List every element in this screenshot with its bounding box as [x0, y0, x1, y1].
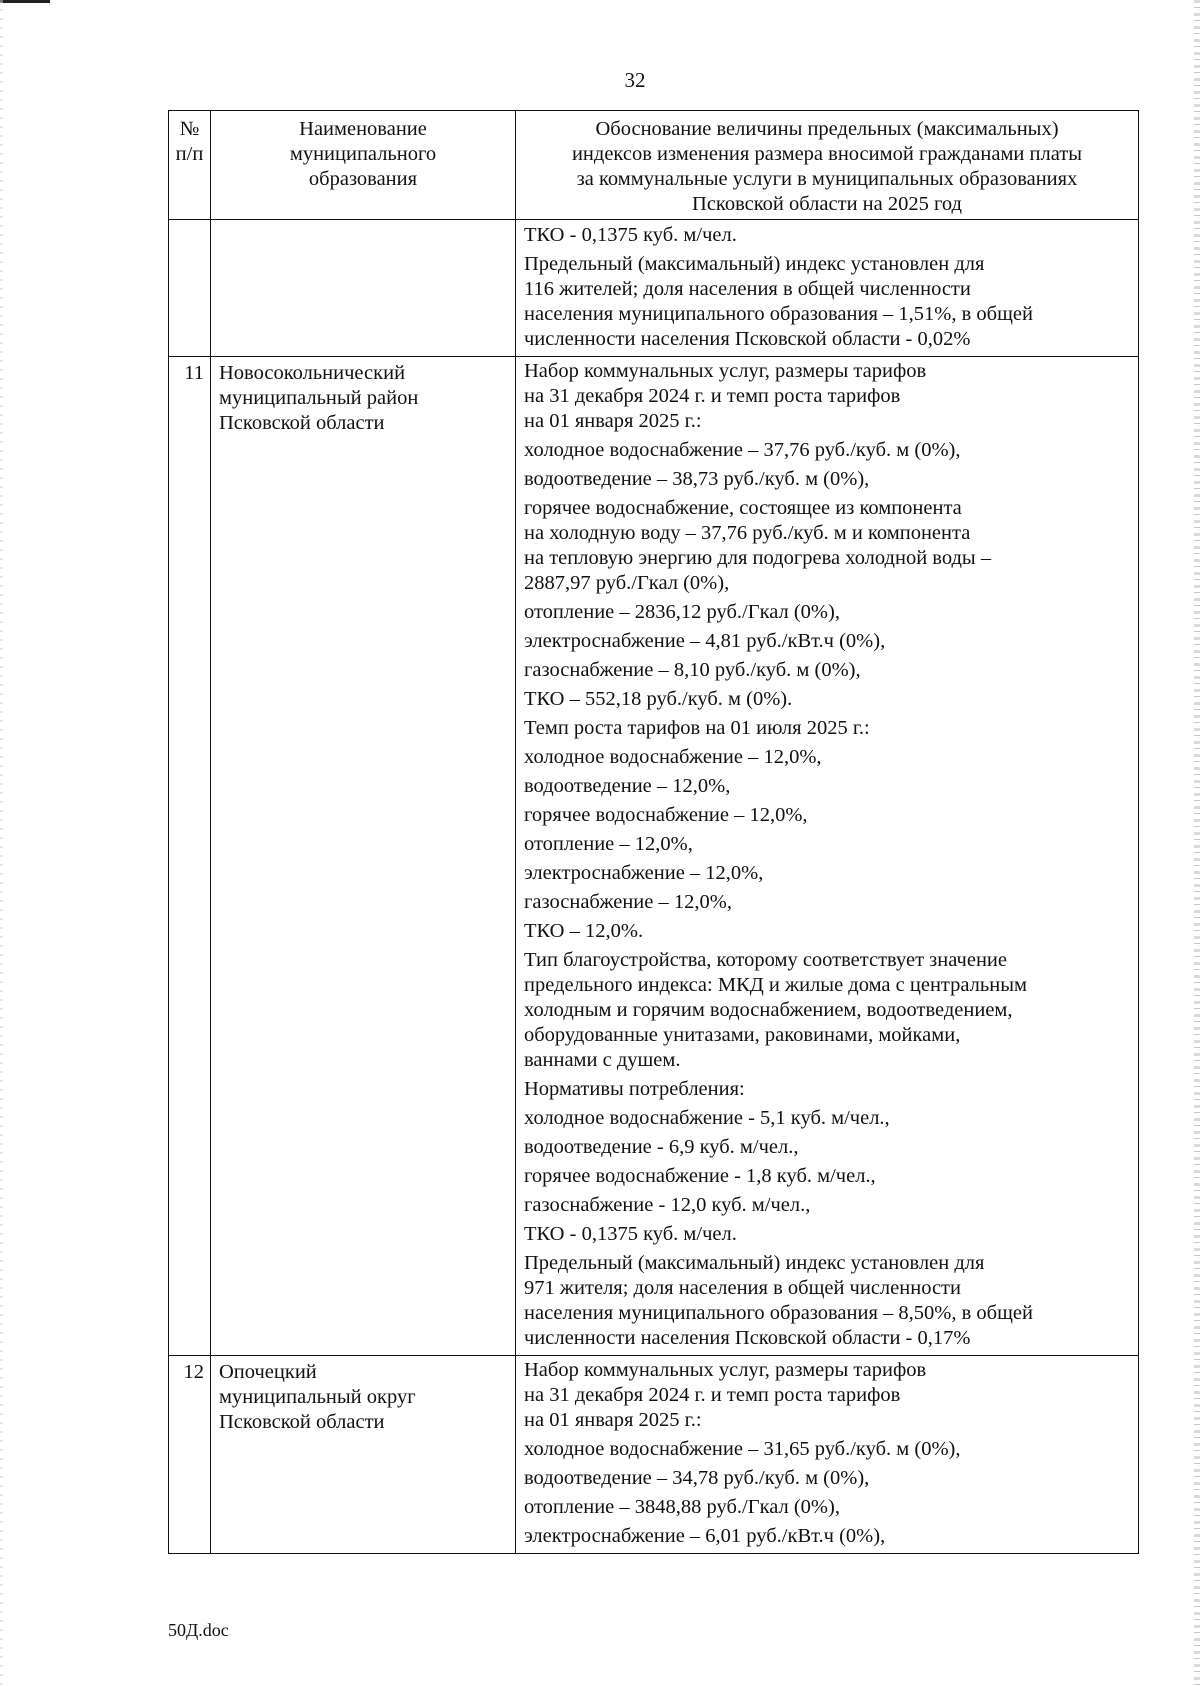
- text-line: электроснабжение – 4,81 руб./кВт.ч (0%),: [524, 630, 886, 652]
- text-line: населения муниципального образования – 1,51%, в общей: [524, 303, 1033, 325]
- justification-item: [524, 716, 1134, 741]
- justification-item: [524, 1135, 1134, 1160]
- justification-item: [524, 1222, 1134, 1247]
- header-num: № п/п: [169, 111, 211, 220]
- justification-item: [524, 1164, 1134, 1189]
- municipality-name-line: Опочецкий: [219, 1361, 317, 1383]
- text-line: ваннами с душем.: [524, 1049, 681, 1071]
- justification-paragraph: [524, 948, 1134, 1073]
- text-line: на 31 декабря 2024 г. и темп роста тарифов: [524, 1384, 901, 1406]
- text-line: на 01 января 2025 г.:: [524, 410, 702, 432]
- text-line: оборудованные унитазами, раковинами, мойками,: [524, 1024, 961, 1046]
- row-number: 12: [169, 1356, 211, 1554]
- table-header: [169, 111, 1139, 220]
- municipality-name: [211, 357, 516, 1356]
- text-line: на тепловую энергию для подогрева холодной воды –: [524, 547, 992, 569]
- header-row: [169, 111, 1139, 220]
- text-line: газоснабжение – 12,0%,: [524, 891, 732, 913]
- text-line: численности населения Псковской области - 0,17%: [524, 1327, 971, 1349]
- municipality-name-line: муниципальный округ: [219, 1386, 416, 1408]
- text-line: водоотведение - 6,9 куб. м/чел.,: [524, 1136, 799, 1158]
- text-line: электроснабжение – 12,0%,: [524, 862, 764, 884]
- text-line: горячее водоснабжение – 12,0%,: [524, 804, 808, 826]
- justification-item: [524, 832, 1134, 857]
- justification-item: [524, 803, 1134, 828]
- justification-item: [524, 1524, 1134, 1549]
- text-line: холодное водоснабжение - 5,1 куб. м/чел.,: [524, 1107, 890, 1129]
- justification-item: [524, 629, 1134, 654]
- justification-item: [524, 687, 1134, 712]
- text-line: горячее водоснабжение, состоящее из компонента: [524, 497, 962, 519]
- text-line: отопление – 2836,12 руб./Гкал (0%),: [524, 601, 840, 623]
- text-line: Набор коммунальных услуг, размеры тарифов: [524, 1359, 927, 1381]
- text-line: холодным и горячим водоснабжением, водоотведением,: [524, 999, 1013, 1021]
- justification-item: [524, 600, 1134, 625]
- justification-paragraph: [524, 359, 1134, 434]
- municipality-name-line: Псковской области: [219, 1411, 385, 1433]
- text-line: на холодную воду – 37,76 руб./куб. м и компонента: [524, 522, 971, 544]
- text-line: холодное водоснабжение – 37,76 руб./куб. м (0%),: [524, 439, 961, 461]
- text-line: ТКО – 552,18 руб./куб. м (0%).: [524, 688, 793, 710]
- justification-paragraph: [524, 1358, 1134, 1433]
- justification-item: [524, 1466, 1134, 1491]
- municipality-name-line: Новосокольнический: [219, 362, 406, 384]
- text-line: холодное водоснабжение – 31,65 руб./куб. м (0%),: [524, 1438, 961, 1460]
- text-line: 116 жителей; доля населения в общей численности: [524, 278, 971, 300]
- text-line: отопление – 3848,88 руб./Гкал (0%),: [524, 1496, 840, 1518]
- text-line: газоснабжение – 8,10 руб./куб. м (0%),: [524, 659, 861, 681]
- text-line: отопление – 12,0%,: [524, 833, 693, 855]
- index-justification: [516, 220, 1139, 357]
- text-line: на 01 января 2025 г.:: [524, 1409, 702, 1431]
- text-line: численности населения Псковской области - 0,02%: [524, 328, 971, 350]
- text-line: Темп роста тарифов на 01 июля 2025 г.:: [524, 717, 870, 739]
- text-line: Набор коммунальных услуг, размеры тарифов: [524, 360, 927, 382]
- index-justification: [516, 357, 1139, 1356]
- text-line: ТКО - 0,1375 куб. м/чел.: [524, 224, 737, 246]
- justification-item: [524, 1495, 1134, 1520]
- text-line: ТКО - 0,1375 куб. м/чел.: [524, 1223, 737, 1245]
- text-line: холодное водоснабжение – 12,0%,: [524, 746, 822, 768]
- file-name-footer: 50Д.doc: [168, 1620, 229, 1640]
- municipality-name: [211, 1356, 516, 1554]
- justification-item: [524, 890, 1134, 915]
- municipality-name-line: муниципальный район: [219, 387, 419, 409]
- text-line: 971 жителя; доля населения в общей численности: [524, 1277, 961, 1299]
- justification-item: [524, 1193, 1134, 1218]
- justification-paragraph: [524, 1251, 1134, 1351]
- header-name: Наименование муниципального образования: [211, 111, 516, 220]
- text-line: водоотведение – 38,73 руб./куб. м (0%),: [524, 468, 870, 490]
- page-number: 32: [624, 68, 646, 92]
- text-line: Предельный (максимальный) индекс установлен для: [524, 253, 985, 275]
- justification-item: [524, 919, 1134, 944]
- text-line: ТКО – 12,0%.: [524, 920, 644, 942]
- justification-item: [524, 438, 1134, 463]
- justification-paragraph: [524, 496, 1134, 596]
- text-line: Предельный (максимальный) индекс установлен для: [524, 1252, 985, 1274]
- municipality-name: [211, 220, 516, 357]
- justification-item: [524, 1437, 1134, 1462]
- index-justification: [516, 1356, 1139, 1554]
- text-line: водоотведение – 34,78 руб./куб. м (0%),: [524, 1467, 870, 1489]
- justification-item: [524, 1077, 1134, 1102]
- scan-artifact-right: [1194, 0, 1200, 1686]
- municipality-name-line: Псковской области: [219, 412, 385, 434]
- justification-item: [524, 774, 1134, 799]
- header-basis: Обоснование величины предельных (максимальных) индексов изменения размера вносимой гражданами платы за коммунальные услуги в муниципальных образованиях Псковской области на 2025 год: [516, 111, 1139, 220]
- justification-paragraph: [524, 252, 1134, 352]
- text-line: Нормативы потребления:: [524, 1078, 745, 1100]
- table-row: [169, 357, 1139, 1356]
- row-number: [169, 220, 211, 357]
- justification-item: [524, 745, 1134, 770]
- scan-artifact-top: [0, 0, 50, 3]
- table-row: [169, 1356, 1139, 1554]
- text-line: водоотведение – 12,0%,: [524, 775, 731, 797]
- text-line: электроснабжение – 6,01 руб./кВт.ч (0%),: [524, 1525, 886, 1547]
- table-body: [169, 220, 1139, 1554]
- scan-artifact-left: [0, 0, 3, 1686]
- text-line: горячее водоснабжение - 1,8 куб. м/чел.,: [524, 1165, 876, 1187]
- tariff-index-table: [168, 110, 1139, 1554]
- text-line: газоснабжение - 12,0 куб. м/чел.,: [524, 1194, 811, 1216]
- justification-item: [524, 861, 1134, 886]
- justification-item: [524, 658, 1134, 683]
- row-number: 11: [169, 357, 211, 1356]
- justification-item: [524, 223, 1134, 248]
- table-row: [169, 220, 1139, 357]
- text-line: предельного индекса: МКД и жилые дома с центральным: [524, 974, 1027, 996]
- justification-item: [524, 1106, 1134, 1131]
- text-line: Тип благоустройства, которому соответствует значение: [524, 949, 1007, 971]
- text-line: на 31 декабря 2024 г. и темп роста тарифов: [524, 385, 901, 407]
- text-line: населения муниципального образования – 8,50%, в общей: [524, 1302, 1033, 1324]
- justification-item: [524, 467, 1134, 492]
- text-line: 2887,97 руб./Гкал (0%),: [524, 572, 730, 594]
